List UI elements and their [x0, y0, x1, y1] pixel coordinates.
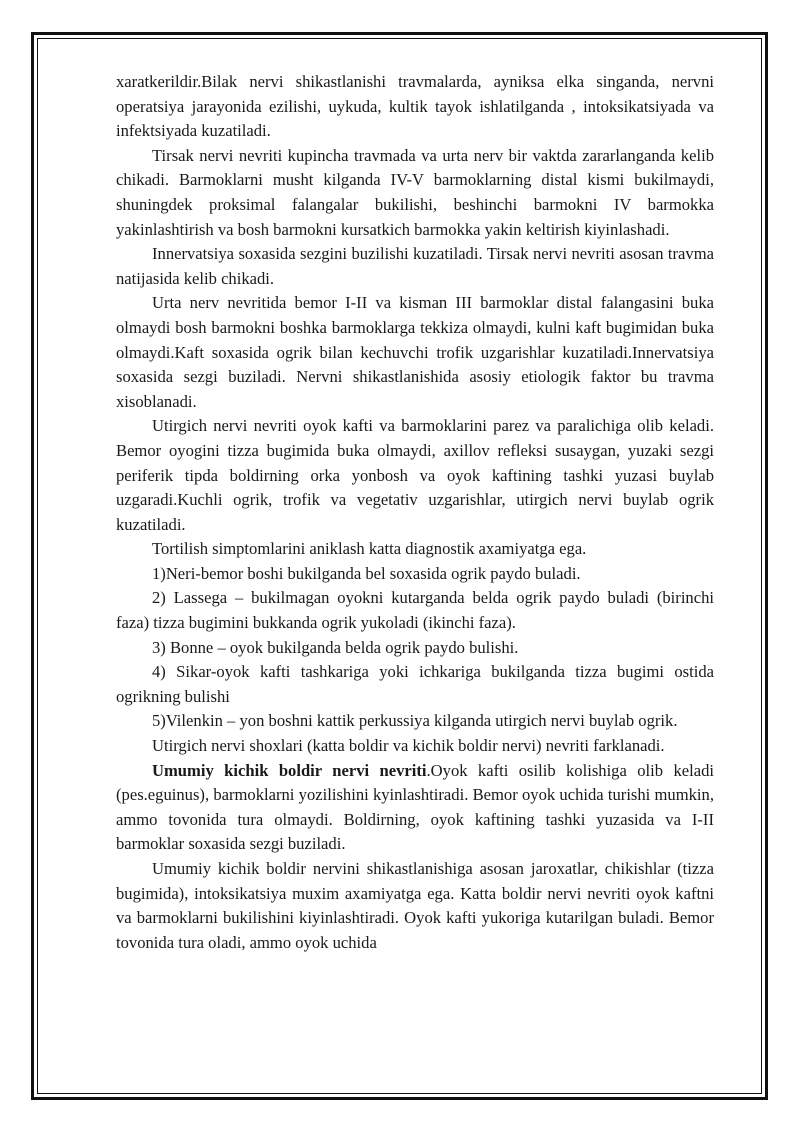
bold-heading: Umumiy kichik boldir nervi nevriti [152, 760, 427, 780]
paragraph-7: Utirgich nervi shoxlari (katta boldir va kichik boldir nervi) nevriti farklanadi. [152, 736, 665, 756]
document-body [116, 70, 714, 955]
paragraph-2: Tirsak nervi nevriti kupincha travmada va urta nerv bir vaktda zararlanganda kelib chikadi. Barmoklarni musht kilganda IV-V barmoklarning distal kismi bukilmaydi, shuningdek proksimal falangalar bukilishi, beshinchi barmokni IV barmokka yakinlashtirish va bosh barmokni kursatkich barmokka yakin keltirish kiyinlashadi. [116, 145, 714, 239]
list-item-1: 1)Neri-bemor boshi bukilganda bel soxasida ogrik paydo buladi. [152, 563, 581, 583]
paragraph-9: Umumiy kichik boldir nervini shikastlanishiga asosan jaroxatlar, chikishlar (tizza bugimida), intoksikatsiya muxim axamiyatga ega. Katta boldir nervi nevriti oyok kaftni va barmoklarni bukilishini kiyinlashtiradi. Oyok kafti yukoriga kutarilgan buladi. Bemor tovonida tura oladi, ammo oyok uchida [116, 859, 714, 952]
paragraph-3: Innervatsiya soxasida sezgini buzilishi kuzatiladi. Tirsak nervi nevriti asosan travma natijasida kelib chikadi. [116, 244, 714, 288]
paragraph-4: Urta nerv nevritida bemor I-II va kisman III barmoklar distal falangasini buka olmaydi bosh barmokni boshka barmoklarga tekkiza olmaydi, kulni kaft bugimidan buka olmaydi.Kaft soxasida ogrik bilan kechuvchi trofik uzgarishlar kuzatiladi.Innervatsiya soxasida sezgi buziladi. Nervni shikastlanishida asosiy etiologik faktor bu travma xisoblanadi. [116, 293, 714, 411]
paragraph-8-text: .Oyok kafti osilib kolishiga olib keladi (pes.eguinus), barmoklarni yozilishini kyinlashtiradi. Bemor oyok uchida turishi mumkin, ammo tovonida tura olmaydi. Boldirning, oyok kaftining tashki yuzasida va I-II barmoklar soxasida sezgi buziladi. [116, 760, 714, 854]
list-item-3: 3) Bonne – oyok bukilganda belda ogrik paydo bulishi. [152, 637, 519, 657]
list-item-5: 5)Vilenkin – yon boshni kattik perkussiya kilganda utirgich nervi buylab ogrik. [152, 711, 678, 731]
paragraph-6: Tortilish simptomlarini aniklash katta diagnostik axamiyatga ega. [152, 539, 587, 559]
paragraph-5: Utirgich nervi nevriti oyok kafti va barmoklarini parez va paralichiga olib keladi. Bemor oyogini tizza bugimida buka olmaydi, axillov refleksi susaygan, yuzaki sezgi periferik tipda boldirning orka yonbosh va oyok kaftining tashki yuzasi buylab uzgaradi.Kuchli ogrik, trofik va vegetativ uzgarishlar, utirgich nervi buylab ogrik kuzatiladi. [116, 416, 714, 534]
list-item-4: 4) Sikar-oyok kafti tashkariga yoki ichkariga bukilganda tizza bugimi ostida ogrikning bulishi [116, 662, 714, 706]
paragraph-8 [116, 759, 714, 857]
paragraph-1: xaratkerildir.Bilak nervi shikastlanishi travmalarda, ayniksa elka singanda, nervni operatsiya jarayonida ezilishi, uykuda, kultik tayok ishlatilganda , intoksikatsiyada va infektsiyada kuzatiladi. [116, 72, 714, 141]
list-item-2: 2) Lassega – bukilmagan oyokni kutarganda belda ogrik paydo buladi (birinchi faza) tizza bugimini bukkanda ogrik yukoladi (ikinchi faza). [116, 588, 714, 633]
